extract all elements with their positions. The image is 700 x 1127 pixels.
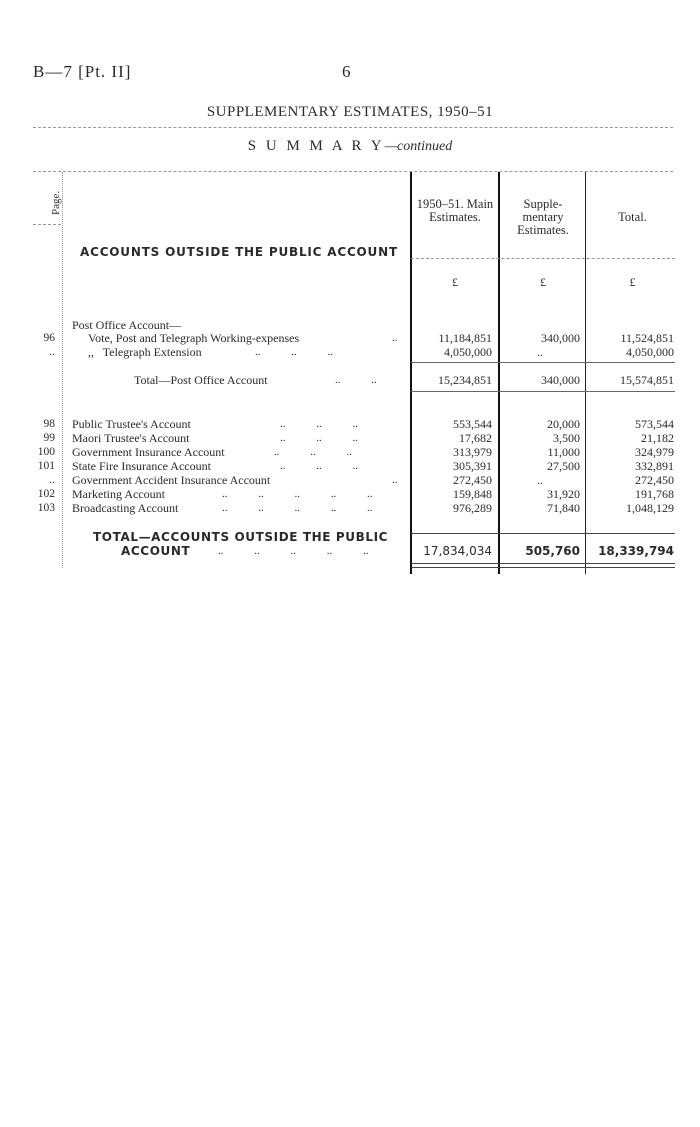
supp-unit: £ xyxy=(540,275,546,289)
row-main: 17,682 xyxy=(459,431,492,445)
grand-total-label-line2: ACCOUNT xyxy=(121,544,191,558)
row-description: ,, Telegraph Extension xyxy=(88,345,202,359)
row-page: .. xyxy=(49,346,55,358)
grand-total-main: 17,834,034 xyxy=(423,544,492,558)
subtotal-top-rule xyxy=(411,362,675,363)
row-total: 324,979 xyxy=(635,445,674,459)
row-description: Vote, Post and Telegraph Working-expenses xyxy=(88,331,300,345)
post-office-group-label: Post Office Account— xyxy=(72,318,182,332)
row-main: 4,050,000 xyxy=(444,345,492,359)
row-supp: .. xyxy=(537,473,543,487)
main-unit: £ xyxy=(452,275,458,289)
row-description: Maori Trustee's Account xyxy=(72,431,190,445)
row-leader: .. .. .. xyxy=(255,346,333,358)
row-description: Marketing Account xyxy=(72,487,165,501)
row-supp: 11,000 xyxy=(547,445,580,459)
page-number: 6 xyxy=(342,62,351,81)
row-description: Broadcasting Account xyxy=(72,501,179,515)
subtotal-label: Total—Post Office Account xyxy=(134,373,268,387)
supplementary-estimates-header: Supple- mentary Estimates. xyxy=(517,197,569,237)
row-leader: .. xyxy=(392,332,398,344)
row-page: 99 xyxy=(43,432,55,444)
total-header: Total. xyxy=(618,210,647,224)
row-main: 553,544 xyxy=(453,417,492,431)
row-main: 159,848 xyxy=(453,487,492,501)
total-unit: £ xyxy=(629,275,636,289)
row-main: 272,450 xyxy=(453,473,492,487)
document-title: SUPPLEMENTARY ESTIMATES, 1950–51 xyxy=(206,104,494,120)
grand-total-bottom-rule xyxy=(411,563,675,564)
subtotal-bottom-rule xyxy=(411,391,675,392)
row-total: 11,524,851 xyxy=(620,331,674,345)
row-page: 101 xyxy=(37,460,55,472)
page-col-rule xyxy=(62,172,63,568)
row-leader: .. .. .. .. .. xyxy=(222,488,373,500)
subtotal-supp: 340,000 xyxy=(541,373,580,387)
row-main: 11,184,851 xyxy=(438,331,492,345)
row-total: 4,050,000 xyxy=(626,345,674,359)
grand-total-double-rule xyxy=(411,567,675,568)
subtotal-main: 15,234,851 xyxy=(438,373,492,387)
row-supp: 340,000 xyxy=(541,331,580,345)
row-page: 100 xyxy=(37,446,55,458)
page-col-header: Page. xyxy=(50,190,62,215)
grand-total-top-rule xyxy=(411,533,675,534)
row-description: Government Accident Insurance Account xyxy=(72,473,271,487)
table-top-rule xyxy=(33,171,673,172)
row-leader: .. .. .. .. .. xyxy=(222,502,373,514)
row-main: 976,289 xyxy=(453,501,492,515)
summary-continued: —continued xyxy=(384,139,453,154)
section-heading: ACCOUNTS OUTSIDE THE PUBLIC ACCOUNT xyxy=(80,245,398,259)
row-total: 191,768 xyxy=(635,487,674,501)
row-leader: .. .. .. .. .. xyxy=(218,545,369,557)
row-page: 98 xyxy=(43,418,55,430)
grand-total-label-line1: TOTAL—ACCOUNTS OUTSIDE THE PUBLIC xyxy=(93,530,389,544)
row-supp: 3,500 xyxy=(553,431,580,445)
row-total: 332,891 xyxy=(635,459,674,473)
grand-total-total: 18,339,794 xyxy=(598,544,674,558)
row-supp: 27,500 xyxy=(547,459,580,473)
row-main: 305,391 xyxy=(453,459,492,473)
page-col-header-rule xyxy=(33,224,61,225)
row-page: 96 xyxy=(43,332,55,344)
summary-heading xyxy=(0,138,700,155)
row-main: 313,979 xyxy=(453,445,492,459)
row-total: 573,544 xyxy=(635,417,674,431)
row-leader: .. .. .. xyxy=(280,418,358,430)
row-leader: .. xyxy=(392,474,398,486)
row-total: 272,450 xyxy=(635,473,674,487)
row-description: Government Insurance Account xyxy=(72,445,225,459)
row-leader: .. .. .. xyxy=(280,460,358,472)
row-page: 103 xyxy=(37,502,55,514)
row-description: Public Trustee's Account xyxy=(72,417,191,431)
row-supp: 20,000 xyxy=(547,417,580,431)
row-supp: .. xyxy=(537,345,543,359)
row-leader: .. .. .. xyxy=(274,446,352,458)
row-leader: .. .. .. xyxy=(280,432,358,444)
row-page: 102 xyxy=(37,488,55,500)
row-leader: .. .. xyxy=(335,374,377,386)
title-rule xyxy=(33,127,673,128)
header-rule xyxy=(411,258,675,259)
row-total: 21,182 xyxy=(641,431,674,445)
total-col-rule xyxy=(585,172,586,574)
row-supp: 31,920 xyxy=(547,487,580,501)
document-reference: B—7 [Pt. II] xyxy=(33,62,132,81)
page-col-header-wrap xyxy=(50,190,74,227)
row-description: State Fire Insurance Account xyxy=(72,459,211,473)
row-total: 1,048,129 xyxy=(626,501,674,515)
subtotal-total: 15,574,851 xyxy=(620,373,674,387)
summary-label: S U M M A R Y xyxy=(247,138,385,154)
main-estimates-header: 1950–51. Main Estimates. xyxy=(416,197,494,224)
row-page: .. xyxy=(49,474,55,486)
row-supp: 71,840 xyxy=(547,501,580,515)
grand-total-supp: 505,760 xyxy=(525,544,580,558)
